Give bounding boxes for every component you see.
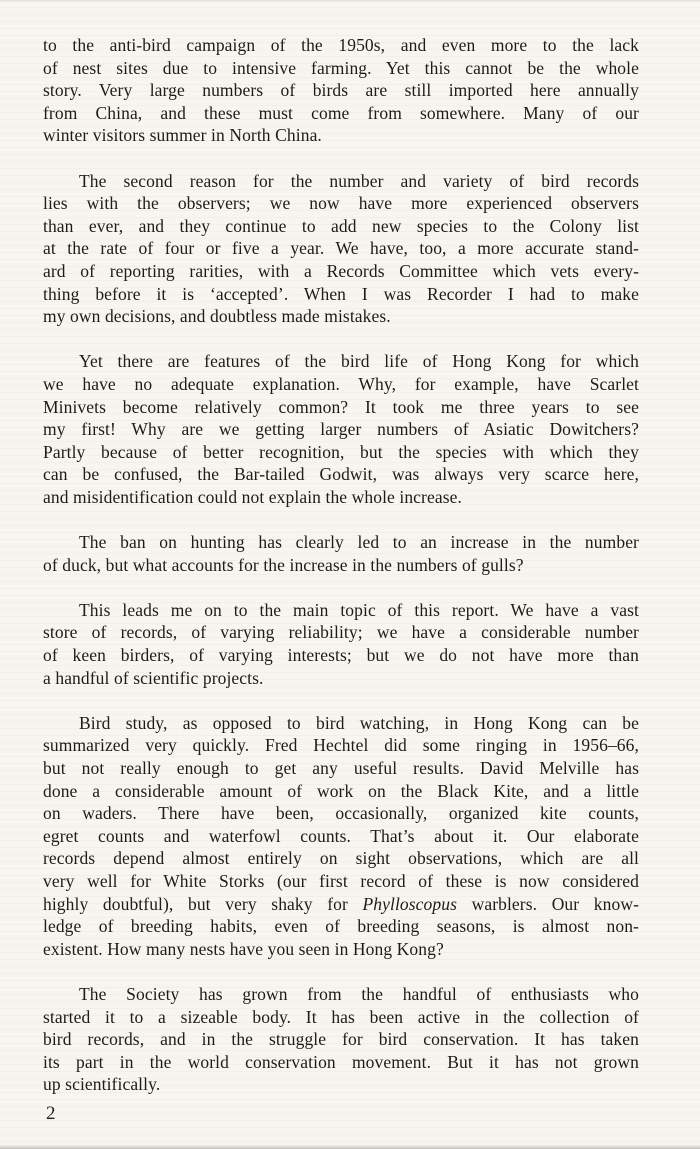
paragraph bbox=[43, 983, 639, 1096]
text-line: summarized very quickly. Fred Hechtel did some ringing in 1956–66, bbox=[43, 735, 639, 756]
text-line: than ever, and they continue to add new species to the Colony list bbox=[43, 215, 639, 236]
text-line: story. Very large numbers of birds are still imported here annually bbox=[43, 80, 639, 101]
text-line: but not really enough to get any useful results. David Melville has bbox=[43, 758, 639, 778]
paragraph bbox=[43, 170, 639, 328]
text-line: up scientifically. bbox=[43, 1074, 161, 1095]
text-line: my own decisions, and doubtless made mistakes. bbox=[43, 306, 391, 327]
text-line: Yet there are features of the bird life of Hong Kong for which bbox=[79, 351, 639, 372]
text-line: its part in the world conservation movement. But it has not grown bbox=[43, 1051, 639, 1072]
text-line: done a considerable amount of work on the Black Kite, and a little bbox=[43, 780, 639, 801]
text-line: started it to a sizeable body. It has been active in the collection of bbox=[43, 1006, 639, 1027]
text-line: thing before it is ‘accepted’. When I was Recorder I had to make bbox=[43, 283, 639, 304]
text-line: a handful of scientific projects. bbox=[43, 667, 264, 688]
paragraph bbox=[43, 34, 639, 147]
paragraph bbox=[43, 599, 639, 689]
text-line: at the rate of four or five a year. We have, too, a more accurate stand- bbox=[43, 238, 639, 259]
text-line: ard of reporting rarities, with a Records Committee which vets every- bbox=[43, 260, 639, 281]
text-line: bird records, and in the struggle for bird conservation. It has taken bbox=[43, 1029, 639, 1050]
text-line: can be confused, the Bar-tailed Godwit, was always very scarce here, bbox=[43, 464, 639, 485]
paragraph bbox=[43, 531, 639, 576]
text-line: we have no adequate explanation. Why, for example, have Scarlet bbox=[43, 373, 639, 394]
text-line: existent. How many nests have you seen in Hong Kong? bbox=[43, 938, 444, 959]
text-line: lies with the observers; we now have more experienced observers bbox=[43, 193, 639, 214]
text-line: winter visitors summer in North China. bbox=[43, 125, 322, 146]
text-line: Partly because of better recognition, but the species with which they bbox=[43, 441, 639, 462]
text-line: Minivets become relatively common? It took me three years to see bbox=[43, 396, 639, 417]
paragraph bbox=[43, 712, 639, 961]
text-line: egret counts and waterfowl counts. That’s about it. Our elaborate bbox=[43, 825, 639, 846]
text-line: on waders. There have been, occasionally, organized kite counts, bbox=[43, 803, 639, 824]
text-line: highly doubtful), but very shaky for Phylloscopus warblers. Our know- bbox=[43, 893, 639, 914]
text-line: store of records, of varying reliability; we have a considerable number bbox=[43, 622, 639, 643]
text-line: from China, and these must come from somewhere. Many of our bbox=[43, 102, 639, 123]
text-line: to the anti-bird campaign of the 1950s, and even more to the lack bbox=[43, 35, 639, 55]
text-line: The ban on hunting has clearly led to an increase in the number bbox=[79, 532, 639, 553]
page-bottom-edge bbox=[0, 1145, 700, 1149]
text-line: Bird study, as opposed to bird watching, in Hong Kong can be bbox=[79, 712, 639, 733]
text-line: records depend almost entirely on sight observations, which are all bbox=[43, 848, 639, 869]
text-line: very well for White Storks (our first record of these is now considered bbox=[43, 870, 639, 891]
text-line: of duck, but what accounts for the increase in the numbers of gulls? bbox=[43, 554, 524, 575]
text-line: ledge of breeding habits, even of breeding seasons, is almost non- bbox=[43, 916, 639, 937]
text-line: The Society has grown from the handful of enthusiasts who bbox=[79, 983, 639, 1004]
paragraph bbox=[43, 350, 639, 508]
text-line: This leads me on to the main topic of this report. We have a vast bbox=[79, 599, 639, 620]
text-block bbox=[43, 34, 639, 1096]
text-line: and misidentification could not explain the whole increase. bbox=[43, 486, 462, 507]
text-line: of nest sites due to intensive farming. Yet this cannot be the whole bbox=[43, 57, 639, 78]
text-line: of keen birders, of varying interests; but we do not have more than bbox=[43, 645, 639, 666]
page-number: 2 bbox=[46, 1103, 56, 1124]
page-top-edge bbox=[0, 0, 700, 2]
text-line: The second reason for the number and variety of bird records bbox=[79, 170, 639, 191]
text-line: my first! Why are we getting larger numbers of Asiatic Dowitchers? bbox=[43, 419, 639, 440]
